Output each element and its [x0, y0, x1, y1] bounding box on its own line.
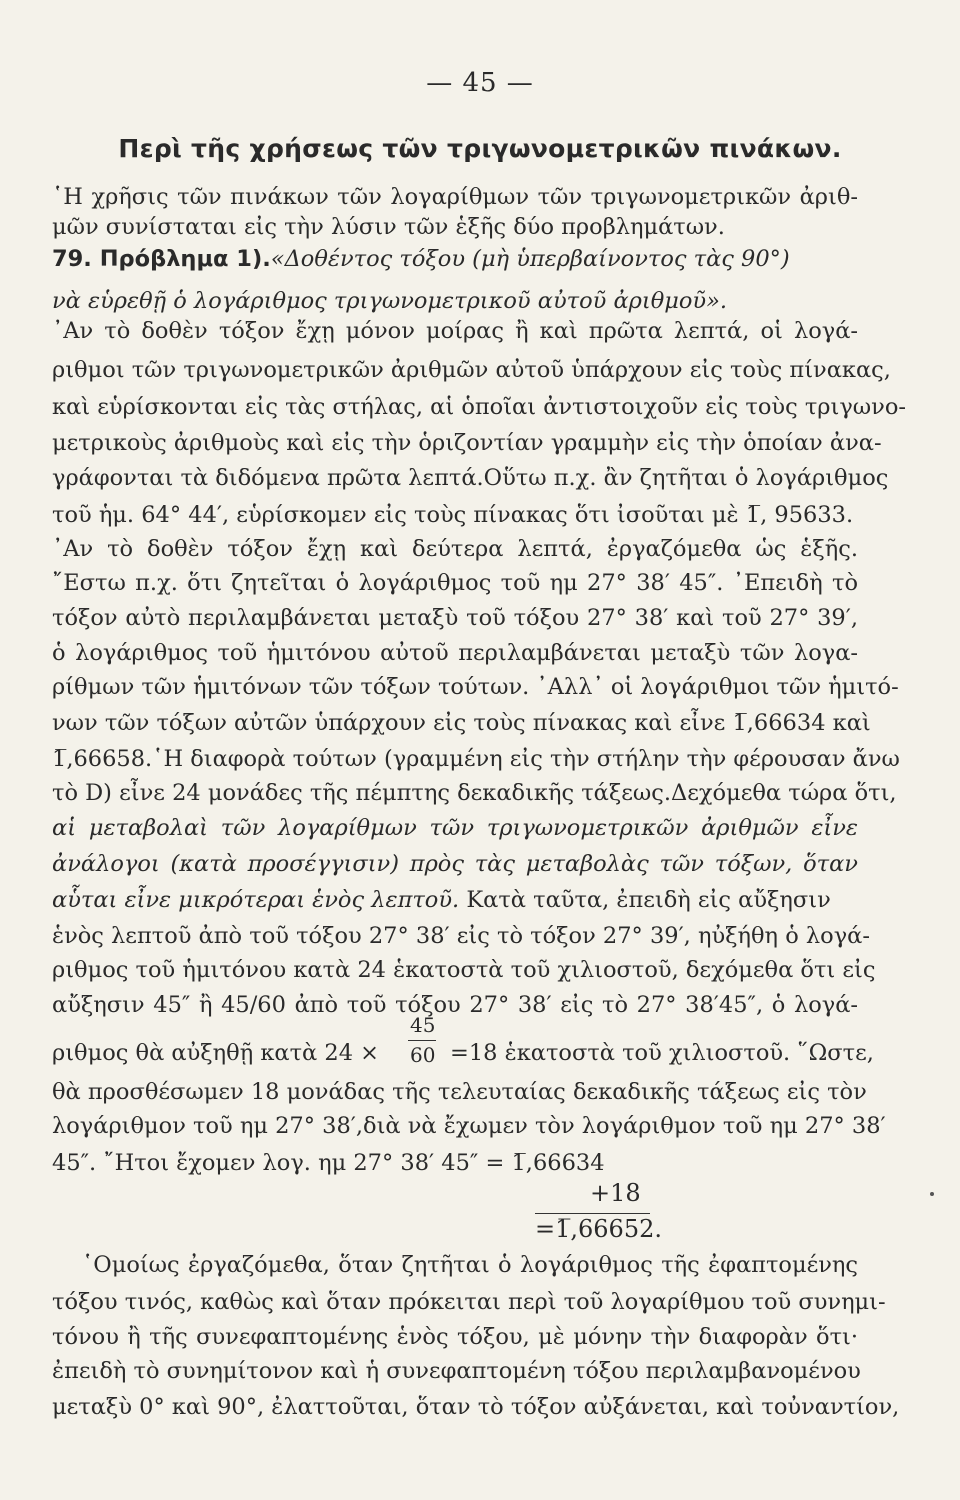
margin-speck	[930, 1192, 934, 1196]
calculation-addend: +18	[590, 1179, 641, 1207]
text-line: ὁ λογάριθμος τοῦ ἡμιτόνου αὐτοῦ περιλαμβάνεται μεταξὺ τῶν λογα-	[52, 640, 858, 666]
fraction-bar	[408, 1040, 436, 1041]
text-line: μεταξὺ 0° καὶ 90°, ἐλαττοῦται, ὅταν τὸ τόξον αὐξάνεται, καὶ τοὐναντίον,	[52, 1394, 900, 1420]
text-line: ρίθμων τῶν ἡμιτόνων τῶν τόξων τούτων. ᾿Αλλ᾽ οἱ λογάριθμοι τῶν ἡμιτό-	[52, 674, 899, 700]
text-line: ᾿Αν τὸ δοθὲν τόξον ἔχῃ μόνον μοίρας ἢ καὶ πρῶτα λεπτά, οἱ λογά-	[52, 318, 858, 344]
text-line: θὰ προσθέσωμεν 18 μονάδας τῆς τελευταίας δεκαδικῆς τάξεως εἰς τὸν	[52, 1079, 867, 1105]
multiplication-line-start: ριθμος θὰ αὐξηθῇ κατὰ 24 ×	[52, 1040, 380, 1066]
text-line: ἑνὸς λεπτοῦ ἀπὸ τοῦ τόξου 27° 38′ εἰς τὸ τόξον 27° 39′, ηὐξήθη ὁ λογά-	[52, 923, 870, 949]
text-line: μετρικοὺς ἀριθμοὺς καὶ εἰς τὴν ὁριζοντίαν γραμμὴν εἰς τὴν ὁποίαν ἀνα-	[52, 430, 882, 456]
text-line: νὰ εὑρεθῇ ὁ λογάριθμος τριγωνομετρικοῦ αὐτοῦ ἀριθμοῦ».	[52, 288, 728, 314]
italic-statement-line: αἱ μεταβολαὶ τῶν λογαρίθμων τῶν τριγωνομετρικῶν ἀριθμῶν εἶνε	[52, 815, 858, 841]
problem-line	[52, 244, 858, 274]
text-line: τὸ D) εἶνε 24 μονάδες τῆς πέμπτης δεκαδικῆς τάξεως.Δεχόμεθα τώρα ὅτι,	[52, 780, 897, 806]
text-line: γράφονται τὰ διδόμενα πρῶτα λεπτά.Οὕτω π.χ. ἂν ζητῆται ὁ λογάριθμος	[52, 465, 889, 491]
text-line: τόξου τινός, καθὼς καὶ ὅταν πρόκειται περὶ τοῦ λογαρίθμου τοῦ συνημι-	[52, 1289, 886, 1315]
text-line: ᾿Αν τὸ δοθὲν τόξον ἔχῃ καὶ δεύτερα λεπτά, ἐργαζόμεθα ὡς ἑξῆς.	[52, 536, 858, 562]
text-line: καὶ εὑρίσκονται εἰς τὰς στήλας, αἱ ὁποῖαι ἀντιστοιχοῦν εἰς τοὺς τριγωνο-	[52, 394, 906, 420]
problem-label: 79. Πρόβλημα 1).	[52, 246, 271, 272]
page-number: — 45 —	[426, 68, 534, 98]
text-line: αὔξησιν 45″ ἢ 45/60 ἀπὸ τοῦ τόξου 27° 38′ εἰς τὸ 27° 38′45″, ὁ λογά-	[52, 992, 858, 1018]
text-line	[52, 885, 858, 915]
italic-statement-end: αὗται εἶνε μικρότεραι ἑνὸς λεπτοῦ.	[52, 887, 460, 913]
calculation-line: 45″. ῎Ητοι ἔχομεν λογ. ημ 27° 38′ 45″ = 1̅,66634	[52, 1150, 605, 1176]
text-line: ριθμος τοῦ ἡμιτόνου κατὰ 24 ἑκατοστὰ τοῦ χιλιοστοῦ, δεχόμεθα ὅτι εἰς	[52, 957, 876, 983]
text-line: νων τῶν τόξων αὐτῶν ὑπάρχουν εἰς τοὺς πίνακας καὶ εἶνε 1̅,66634 καὶ	[52, 710, 871, 736]
text-line: ῾Η χρῆσις τῶν πινάκων τῶν λογαρίθμων τῶν τριγωνομετρικῶν ἀριθ-	[52, 184, 858, 210]
section-heading: Περὶ τῆς χρήσεως τῶν τριγωνομετρικῶν πινάκων.	[118, 134, 842, 163]
text-line: λογάριθμον τοῦ ημ 27° 38′,διὰ νὰ ἔχωμεν τὸν λογάριθμον τοῦ ημ 27° 38′	[52, 1113, 886, 1139]
text-line: ριθμοι τῶν τριγωνομετρικῶν ἀριθμῶν αὐτοῦ ὑπάρχουν εἰς τοὺς πίνακας,	[52, 357, 891, 383]
multiplication-line-end: =18 ἑκατοστὰ τοῦ χιλιοστοῦ. ῞Ωστε,	[450, 1040, 874, 1066]
text-line: 1̅,66658.῾Η διαφορὰ τούτων (γραμμένη εἰς τὴν στήλην τὴν φέρουσαν ἄνω	[52, 746, 900, 772]
italic-statement-line: ἀνάλογοι (κατὰ προσέγγισιν) πρὸς τὰς μεταβολὰς τῶν τόξων, ὅταν	[52, 851, 858, 877]
fraction-numerator: 45	[410, 1013, 436, 1037]
problem-statement: «Δοθέντος τόξου (μὴ ὑπερβαίνοντος τὰς 90°)	[270, 246, 790, 272]
text-line: μῶν συνίσταται εἰς τὴν λύσιν τῶν ἑξῆς δύο προβλημάτων.	[52, 214, 725, 240]
text-line: τοῦ ἡμ. 64° 44′, εὑρίσκομεν εἰς τοὺς πίνακας ὅτι ἰσοῦται μὲ 1̅, 95633.	[52, 502, 854, 528]
calculation-result: =1̅,66652.	[535, 1215, 662, 1243]
text-line: τόνου ἢ τῆς συνεφαπτομένης ἑνὸς τόξου, μὲ μόνην τὴν διαφορὰν ὅτι·	[52, 1324, 858, 1350]
text-line: ῾Ομοίως ἐργαζόμεθα, ὅταν ζητῆται ὁ λογάριθμος τῆς ἐφαπτομένης	[82, 1252, 858, 1278]
fraction-denominator: 60	[410, 1043, 436, 1067]
text-line: τόξον αὐτὸ περιλαμβάνεται μεταξὺ τοῦ τόξου 27° 38′ καὶ τοῦ 27° 39′,	[52, 605, 858, 631]
text-line: ῎Εστω π.χ. ὅτι ζητεῖται ὁ λογάριθμος τοῦ ημ 27° 38′ 45″. ᾿Επειδὴ τὸ	[52, 570, 858, 596]
text-line: ἐπειδὴ τὸ συνημίτονον καὶ ἡ συνεφαπτομένη τόξου περιλαμβανομένου	[52, 1358, 861, 1384]
text-fragment: Κατὰ ταῦτα, ἐπειδὴ εἰς αὔξησιν	[459, 887, 831, 913]
